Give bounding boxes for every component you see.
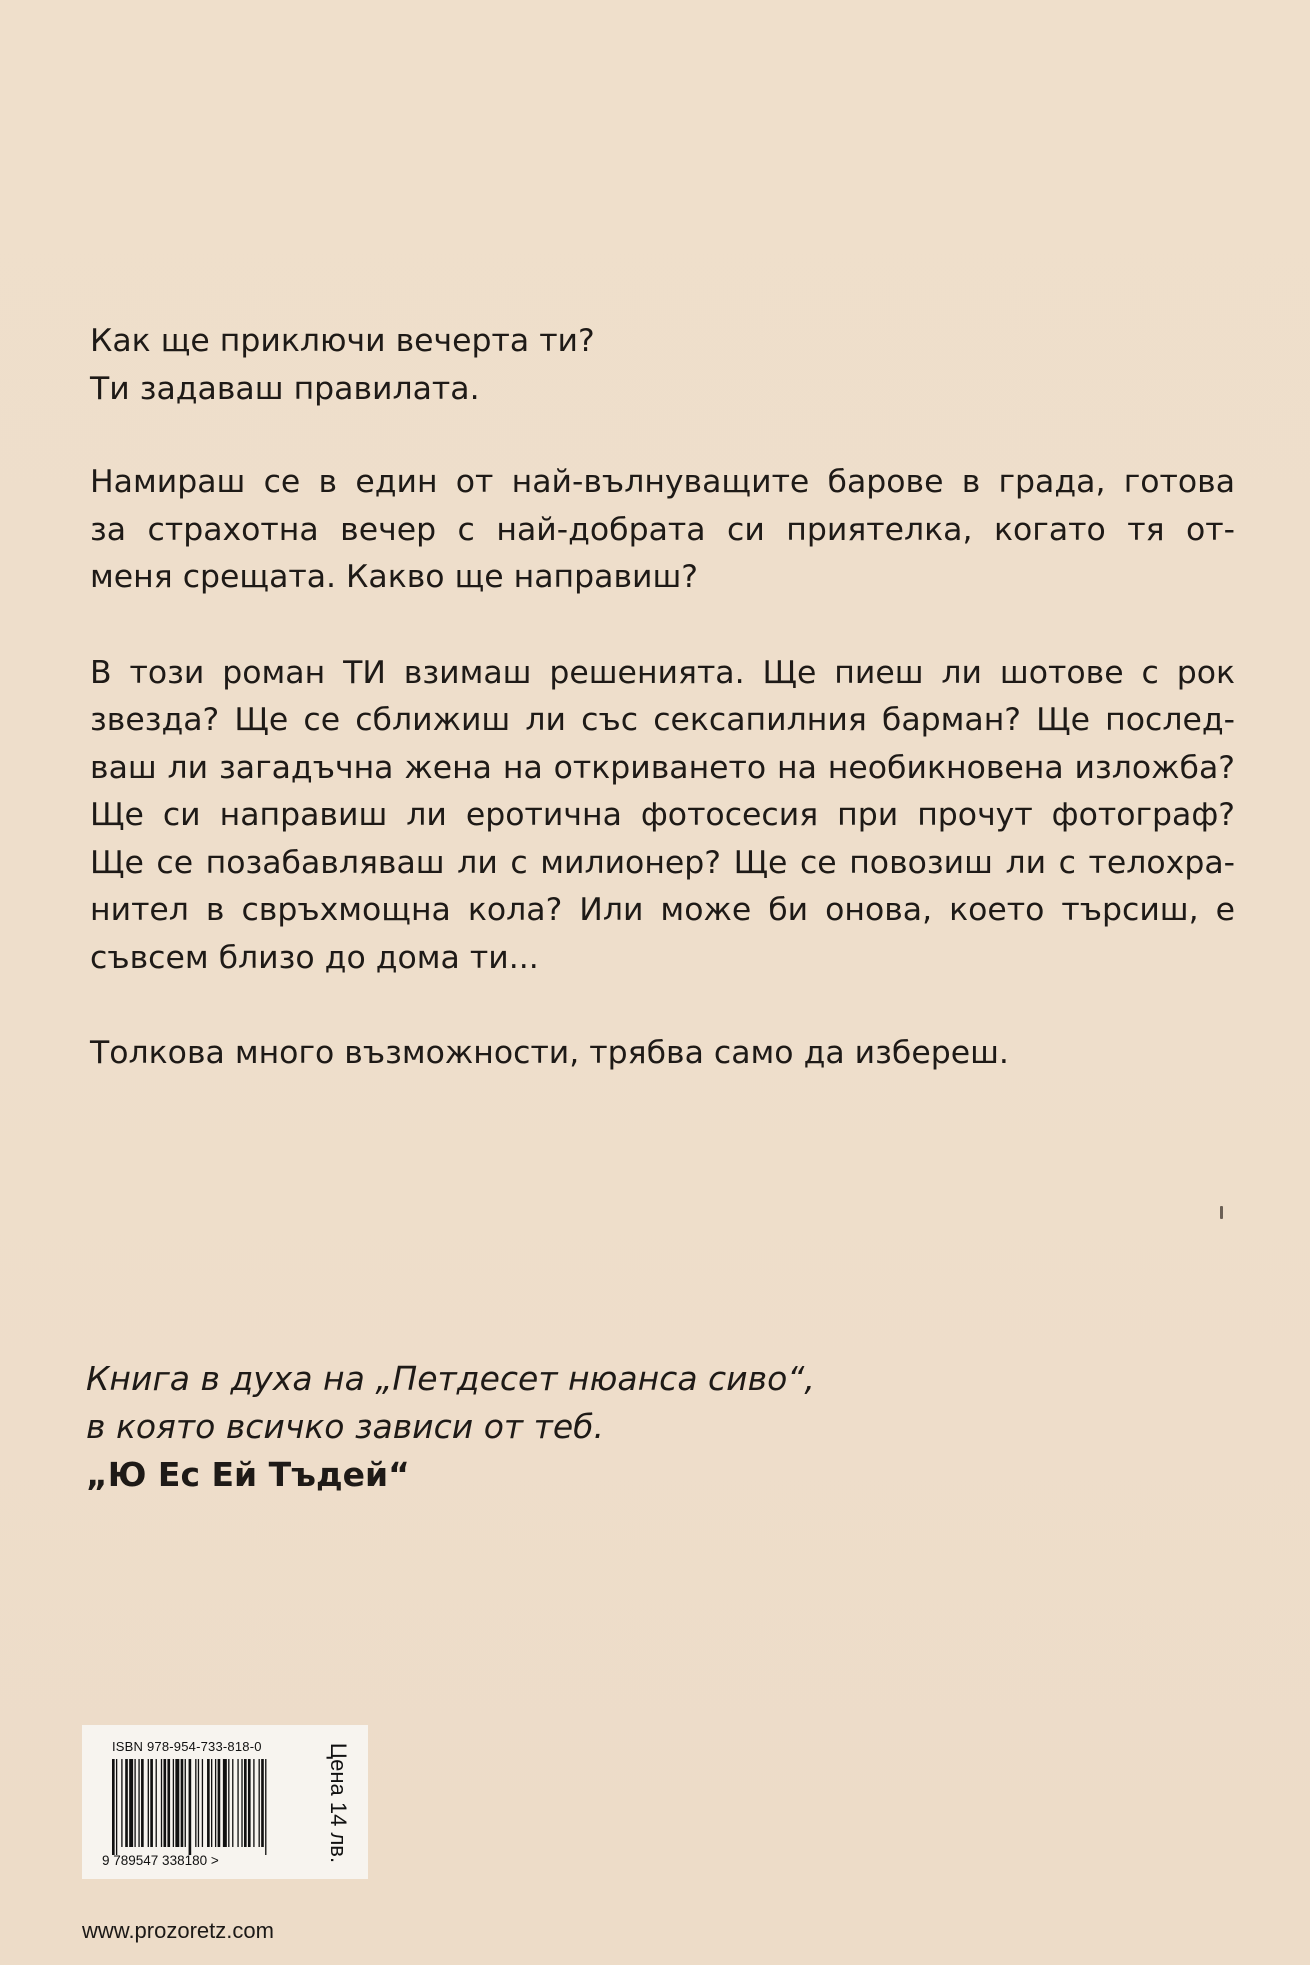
review-quote [86,1355,815,1499]
blurb-text [90,318,1235,1126]
price-label: Цена 14 лв. [326,1742,351,1864]
intro-line: Ти задаваш правилата. [90,370,480,407]
paragraph-line: ваш ли загадъчна жена на откриването на необикновена изложба? [90,749,1235,786]
paragraph-line: меня срещата. Какво ще направиш? [90,559,699,595]
blurb-paragraph-1 [90,459,1235,602]
paragraph-line: Намираш се в един от най-вълнуващите барове в града, готова [90,464,1235,500]
intro-paragraph [90,318,1235,413]
paragraph-line: звезда? Ще се сближиш ли със сексапилния барман? Ще послед- [90,702,1235,738]
intro-line: Как ще приключи вечерта ти? [90,323,595,359]
isbn-label: ISBN 978-954-733-818-0 [112,1739,262,1754]
paragraph-line: за страхотна вечер с най-добрата си приятелка, когато тя от- [90,511,1235,548]
paragraph-line: Толкова много възможности, трябва само да избереш. [90,1035,1009,1071]
paragraph-line: нител в свръхмощна кола? Или може би онова, което търсиш, е [90,892,1235,928]
barcode-panel [82,1725,368,1879]
paragraph-line: съвсем близо до дома ти... [90,939,539,976]
blurb-paragraph-3 [90,1030,1235,1078]
quote-source: „Ю Ес Ей Тъдей“ [86,1455,410,1494]
publisher-website: www.prozoretz.com [82,1918,274,1943]
blurb-paragraph-2 [90,650,1235,983]
paragraph-line: В този роман ТИ взимаш решенията. Ще пиеш ли шотове с рок [90,654,1235,691]
paragraph-line: Ще се позабавляваш ли с милионер? Ще се повозиш ли с телохра- [90,844,1235,881]
quote-line: в която всичко зависи от теб. [86,1407,604,1446]
barcode-digits: 9 789547 338180 > [102,1853,219,1868]
paragraph-line: Ще си направиш ли еротична фотосесия при прочут фотограф? [90,797,1235,833]
price-label-wrap [318,1739,358,1867]
paper-speck [1220,1206,1223,1219]
quote-line: Книга в духа на „Петдесет нюанса сиво“, [86,1359,815,1398]
barcode-icon [112,1759,310,1855]
